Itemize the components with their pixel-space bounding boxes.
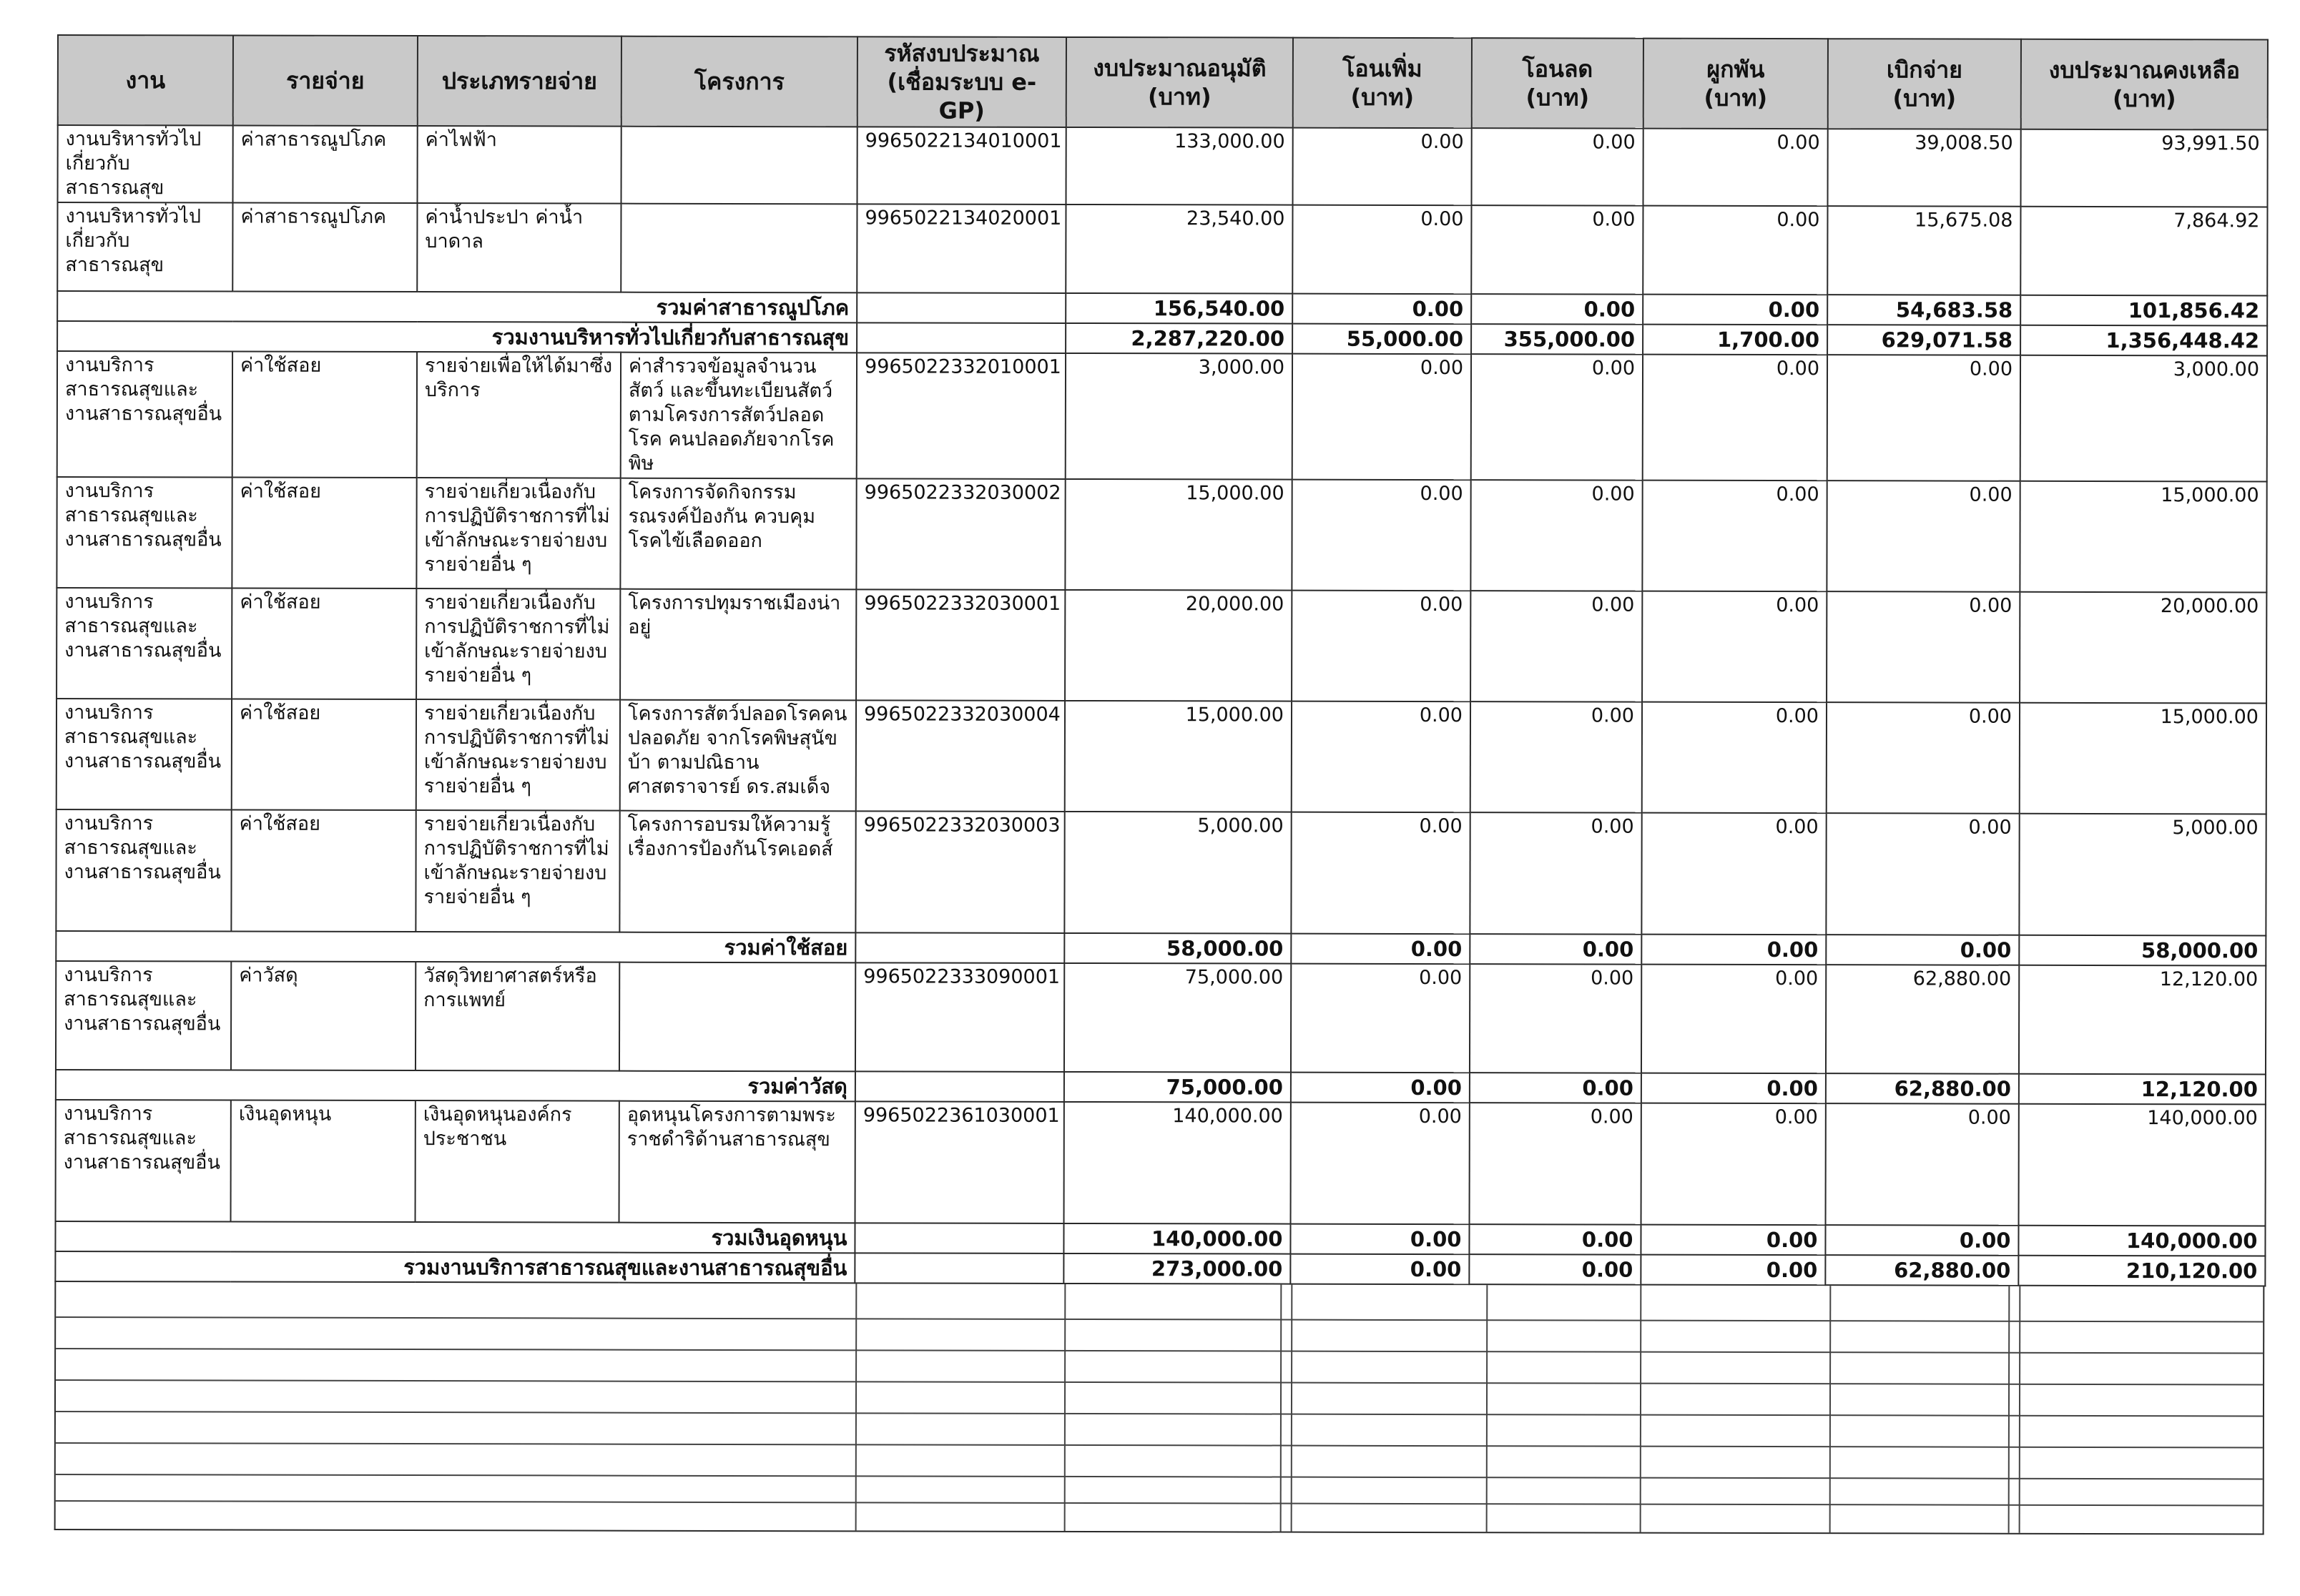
approved-cell: 15,000.00: [1065, 701, 1292, 812]
approved-cell: 156,540.00: [1066, 293, 1292, 324]
budget-code-cell: 9965022134020001: [857, 204, 1066, 293]
budget-code-cell: 9965022332030001: [856, 589, 1065, 701]
committed-cell: 0.00: [1643, 129, 1828, 207]
remaining-cell: 5,000.00: [2019, 814, 2266, 936]
col-header-transfer-out: [1472, 38, 1643, 129]
ruled-line: [56, 1316, 2263, 1322]
expense-type-cell: รายจ่ายเกี่ยวเนื่องกับการปฏิบัติราชการที่ไม่เข้าลักษณะรายจ่ายงบรายจ่ายอื่น ๆ: [416, 588, 620, 700]
transfer-out-cell: 0.00: [1470, 480, 1642, 591]
transfer-in-cell: 0.00: [1292, 701, 1470, 813]
disbursed-cell: 54,683.58: [1827, 295, 2020, 325]
transfer-in-cell: 0.00: [1290, 1254, 1469, 1285]
col-header-work: งาน: [58, 35, 233, 126]
table-row: [58, 125, 2268, 207]
budget-code-cell: [855, 1071, 1064, 1102]
budget-code-cell: 9965022134010001: [857, 127, 1066, 205]
col-header-approved-line1: งบประมาณอนุมัติ: [1093, 54, 1267, 82]
col-header-budget-code-line1: รหัสงบประมาณ: [884, 39, 1040, 67]
table-row: [56, 961, 2266, 1074]
transfer-in-cell: 55,000.00: [1292, 324, 1471, 355]
work-cell: งานบริหารทั่วไปเกี่ยวกับสาธารณสุข: [58, 125, 233, 203]
subtotal-label: รวมค่าสาธารณูปโภค: [57, 291, 857, 322]
col-header-disbursed-line2: (บาท): [1892, 84, 1957, 112]
expense-cell: ค่าสาธารณูปโภค: [232, 203, 417, 292]
transfer-out-cell: 0.00: [1471, 205, 1643, 295]
ruled-line: [56, 1474, 2263, 1479]
transfer-in-cell: 0.00: [1292, 294, 1471, 325]
subtotal-row: [55, 1221, 2265, 1256]
col-header-committed-line2: (บาท): [1704, 84, 1768, 112]
table-row: [56, 477, 2266, 592]
remaining-cell: 3,000.00: [2020, 355, 2267, 482]
subtotal-row: [57, 291, 2267, 325]
subtotal-row: [56, 931, 2266, 965]
ruled-column: [1486, 1285, 1488, 1532]
remaining-cell: 140,000.00: [2019, 1104, 2266, 1226]
committed-cell: 1,700.00: [1643, 325, 1827, 355]
transfer-in-cell: 0.00: [1292, 480, 1470, 591]
remaining-cell: 1,356,448.42: [2020, 325, 2267, 356]
project-cell: ค่าสำรวจข้อมูลจำนวนสัตว์ และขึ้นทะเบียนสัตว์ ตามโครงการสัตว์ปลอดโรค คนปลอดภัยจากโรคพิษ: [621, 353, 857, 479]
transfer-out-cell: 0.00: [1469, 1224, 1641, 1255]
committed-cell: 0.00: [1642, 702, 1827, 814]
col-header-expense: รายจ่าย: [233, 36, 418, 127]
col-header-transfer-in-line2: (บาท): [1350, 83, 1415, 111]
remaining-cell: 15,000.00: [2020, 703, 2266, 814]
col-header-remaining-line1: งบประมาณคงเหลือ: [2048, 56, 2241, 84]
transfer-in-cell: 0.00: [1291, 1073, 1470, 1103]
col-header-committed: [1643, 39, 1828, 129]
expense-type-cell: เงินอุดหนุนองค์กรประชาชน: [416, 1100, 619, 1223]
transfer-out-cell: 0.00: [1470, 934, 1641, 965]
budget-code-cell: 9965022332030002: [856, 478, 1065, 590]
transfer-out-cell: 0.00: [1470, 1103, 1641, 1225]
committed-cell: 0.00: [1642, 591, 1827, 703]
ruled-column: [1640, 1286, 1642, 1532]
col-header-committed-line1: ผูกพัน: [1706, 55, 1765, 84]
table-row: [57, 351, 2267, 481]
expense-cell: ค่าใช้สอย: [232, 588, 416, 700]
remaining-cell: 20,000.00: [2020, 592, 2266, 704]
transfer-in-cell: 0.00: [1293, 128, 1472, 206]
budget-code-cell: [855, 1253, 1063, 1284]
col-header-transfer-out-line1: โอนลด: [1522, 55, 1593, 83]
project-cell: [621, 204, 857, 293]
subtotal-row: [55, 1251, 2265, 1286]
col-header-transfer-in-line1: โอนเพิ่ม: [1342, 54, 1422, 82]
table-row: [56, 809, 2266, 935]
approved-cell: 273,000.00: [1063, 1253, 1290, 1284]
expense-type-cell: ค่าไฟฟ้า: [418, 126, 621, 204]
approved-cell: 140,000.00: [1063, 1223, 1290, 1254]
disbursed-cell: 629,071.58: [1827, 325, 2020, 355]
ruled-line: [56, 1442, 2263, 1448]
remaining-cell: 93,991.50: [2021, 129, 2268, 207]
transfer-out-cell: 0.00: [1470, 964, 1641, 1073]
budget-sheet: [54, 34, 2267, 1551]
remaining-cell: 12,120.00: [2019, 1074, 2266, 1105]
disbursed-cell: 62,880.00: [1826, 965, 2019, 1074]
disbursed-cell: 0.00: [1827, 591, 2020, 703]
committed-cell: 0.00: [1642, 481, 1827, 592]
table-row: [56, 699, 2266, 814]
table-row: [56, 588, 2266, 703]
work-cell: งานบริการสาธารณสุขและงานสาธารณสุขอื่น: [56, 1100, 231, 1222]
transfer-in-cell: 0.00: [1292, 591, 1470, 702]
budget-code-cell: 9965022332010001: [857, 353, 1066, 479]
committed-cell: 0.00: [1643, 206, 1827, 295]
transfer-in-cell: 0.00: [1291, 812, 1470, 935]
project-cell: โครงการจัดกิจกรรมรณรงค์ป้องกัน ควบคุมโรคไข้เลือดออก: [620, 478, 856, 590]
ruled-column: [1064, 1284, 1066, 1531]
work-cell: งานบริการสาธารณสุขและงานสาธารณสุขอื่น: [57, 351, 232, 478]
budget-code-cell: [855, 932, 1064, 963]
remaining-cell: 7,864.92: [2020, 207, 2267, 296]
committed-cell: 0.00: [1641, 935, 1826, 965]
work-cell: งานบริการสาธารณสุขและงานสาธารณสุขอื่น: [56, 477, 232, 588]
approved-cell: 133,000.00: [1066, 127, 1293, 205]
remaining-cell: 101,856.42: [2020, 295, 2267, 326]
expense-cell: ค่าใช้สอย: [232, 699, 416, 811]
disbursed-cell: 0.00: [1825, 1225, 2018, 1256]
expense-type-cell: ค่าน้ำประปา ค่าน้ำบาดาล: [417, 203, 621, 292]
col-header-transfer-out-line2: (บาท): [1525, 84, 1590, 112]
approved-cell: 15,000.00: [1065, 479, 1292, 591]
expense-cell: ค่าใช้สอย: [232, 352, 417, 478]
disbursed-cell: 62,880.00: [1825, 1255, 2018, 1286]
project-cell: โครงการปทุมราชเมืองน่าอยู่: [620, 589, 856, 701]
remaining-cell: 58,000.00: [2019, 935, 2266, 966]
subtotal-row: [57, 321, 2267, 355]
approved-cell: 23,540.00: [1066, 205, 1292, 294]
disbursed-cell: 0.00: [1826, 813, 2019, 935]
project-cell: โครงการสัตว์ปลอดโรคคนปลอดภัย จากโรคพิษสุนัขบ้า ตามปณิธานศาสตราจารย์ ดร.สมเด็จ: [620, 700, 856, 812]
budget-code-cell: 9965022332030004: [856, 700, 1065, 812]
committed-cell: 0.00: [1643, 355, 1827, 481]
expense-cell: ค่าวัสดุ: [231, 962, 416, 1071]
remaining-cell: 140,000.00: [2018, 1226, 2265, 1256]
ruled-line: [56, 1411, 2263, 1417]
expense-type-cell: วัสดุวิทยาศาสตร์หรือการแพทย์: [416, 962, 619, 1071]
committed-cell: 0.00: [1641, 1255, 1825, 1286]
transfer-out-cell: 355,000.00: [1471, 324, 1643, 355]
col-header-remaining-line2: (บาท): [2112, 85, 2176, 113]
col-header-approved: [1066, 37, 1293, 128]
approved-cell: 75,000.00: [1064, 963, 1291, 1073]
transfer-out-cell: 0.00: [1470, 591, 1642, 702]
disbursed-cell: 0.00: [1827, 702, 2020, 814]
transfer-in-cell: 0.00: [1291, 1103, 1470, 1225]
expense-cell: ค่าใช้สอย: [231, 810, 416, 932]
approved-cell: 2,287,220.00: [1066, 323, 1292, 354]
approved-cell: 20,000.00: [1065, 590, 1292, 701]
transfer-out-cell: 0.00: [1470, 812, 1641, 935]
col-header-budget-code: [857, 36, 1066, 127]
expense-type-cell: รายจ่ายเพื่อให้ได้มาซึ่งบริการ: [417, 352, 621, 478]
project-cell: [619, 962, 855, 1072]
expense-type-cell: รายจ่ายเกี่ยวเนื่องกับการปฏิบัติราชการที่ไม่เข้าลักษณะรายจ่ายงบรายจ่ายอื่น ๆ: [416, 478, 620, 589]
committed-cell: 0.00: [1641, 1073, 1826, 1104]
budget-table-body: [55, 125, 2267, 1286]
transfer-out-cell: 0.00: [1470, 1073, 1641, 1103]
work-cell: งานบริการสาธารณสุขและงานสาธารณสุขอื่น: [56, 961, 231, 1070]
work-cell: งานบริการสาธารณสุขและงานสาธารณสุขอื่น: [56, 699, 232, 810]
committed-cell: 0.00: [1643, 295, 1827, 325]
committed-cell: 0.00: [1641, 965, 1826, 1074]
subtotal-label: รวมงานบริการสาธารณสุขและงานสาธารณสุขอื่น: [55, 1251, 855, 1283]
subtotal-label: รวมค่าวัสดุ: [56, 1070, 855, 1101]
transfer-out-cell: 0.00: [1469, 1254, 1641, 1285]
expense-type-cell: รายจ่ายเกี่ยวเนื่องกับการปฏิบัติราชการที่ไม่เข้าลักษณะรายจ่ายงบรายจ่ายอื่น ๆ: [416, 699, 620, 811]
col-header-transfer-in: [1293, 38, 1472, 129]
table-row: [57, 202, 2267, 295]
remaining-cell: 12,120.00: [2019, 965, 2266, 1075]
expense-type-cell: รายจ่ายเกี่ยวเนื่องกับการปฏิบัติราชการที่ไม่เข้าลักษณะรายจ่ายงบรายจ่ายอื่น ๆ: [416, 810, 619, 932]
header-row: [58, 35, 2268, 129]
subtotal-label: รวมเงินอุดหนุน: [55, 1221, 855, 1253]
transfer-in-cell: 0.00: [1292, 205, 1471, 295]
col-header-disbursed-line1: เบิกจ่าย: [1886, 56, 1962, 84]
expense-cell: เงินอุดหนุน: [231, 1100, 416, 1223]
project-cell: อุดหนุนโครงการตามพระราชดำริด้านสาธารณสุข: [619, 1101, 855, 1223]
transfer-in-cell: 0.00: [1291, 964, 1470, 1073]
ruled-column: [855, 1284, 857, 1530]
col-header-remaining: [2021, 39, 2268, 130]
disbursed-cell: 15,675.08: [1827, 206, 2020, 295]
transfer-in-cell: 0.00: [1291, 934, 1470, 965]
col-header-project: โครงการ: [621, 36, 857, 127]
budget-code-cell: [857, 322, 1066, 353]
transfer-out-cell: 0.00: [1471, 294, 1643, 325]
col-header-approved-line2: (บาท): [1147, 83, 1212, 111]
expense-cell: ค่าสาธารณูปโภค: [233, 126, 418, 204]
transfer-out-cell: 0.00: [1472, 128, 1643, 206]
col-header-expense-type: ประเภทรายจ่าย: [418, 36, 621, 127]
ruled-column: [1291, 1285, 1293, 1532]
work-cell: งานบริการสาธารณสุขและงานสาธารณสุขอื่น: [56, 809, 231, 932]
subtotal-label: รวมค่าใช้สอย: [56, 931, 855, 962]
subtotal-label: รวมงานบริหารทั่วไปเกี่ยวกับสาธารณสุข: [57, 321, 857, 353]
col-header-disbursed: [1828, 39, 2021, 129]
budget-code-cell: 9965022333090001: [855, 962, 1064, 1072]
expense-cell: ค่าใช้สอย: [232, 478, 416, 589]
ruled-column: [1280, 1285, 1282, 1532]
disbursed-cell: 62,880.00: [1826, 1073, 2019, 1104]
disbursed-cell: 0.00: [1826, 935, 2019, 965]
project-cell: โครงการอบรมให้ความรู้เรื่องการป้องกันโรคเอดส์: [619, 811, 855, 933]
disbursed-cell: 0.00: [1827, 481, 2020, 592]
transfer-in-cell: 0.00: [1290, 1224, 1469, 1255]
remaining-cell: 15,000.00: [2020, 481, 2266, 593]
transfer-out-cell: 0.00: [1471, 354, 1643, 481]
ruled-column: [2008, 1286, 2010, 1533]
budget-code-cell: 9965022361030001: [855, 1101, 1064, 1223]
disbursed-cell: 0.00: [1826, 1103, 2019, 1226]
transfer-in-cell: 0.00: [1292, 354, 1471, 481]
budget-code-cell: [855, 1223, 1063, 1253]
committed-cell: 0.00: [1641, 1225, 1825, 1256]
ruled-column: [1829, 1286, 1832, 1532]
disbursed-cell: 39,008.50: [1828, 129, 2021, 207]
budget-code-cell: 9965022332030003: [855, 811, 1064, 933]
approved-cell: 3,000.00: [1066, 353, 1292, 480]
budget-code-cell: [857, 292, 1066, 323]
committed-cell: 0.00: [1641, 1103, 1826, 1226]
work-cell: งานบริการสาธารณสุขและงานสาธารณสุขอื่น: [56, 588, 232, 699]
ruled-line: [56, 1500, 2263, 1506]
committed-cell: 0.00: [1641, 813, 1826, 935]
disbursed-cell: 0.00: [1827, 355, 2020, 481]
approved-cell: 140,000.00: [1064, 1102, 1291, 1224]
approved-cell: 58,000.00: [1064, 933, 1291, 964]
transfer-out-cell: 0.00: [1470, 701, 1642, 813]
approved-cell: 75,000.00: [1064, 1072, 1291, 1103]
remaining-cell: 210,120.00: [2018, 1256, 2265, 1286]
ruled-line: [56, 1379, 2263, 1385]
ruled-column: [2019, 1286, 2021, 1533]
col-header-budget-code-line2: (เชื่อมระบบ e-GP): [887, 68, 1037, 124]
approved-cell: 5,000.00: [1064, 812, 1291, 934]
table-row: [56, 1100, 2266, 1226]
budget-table: [54, 34, 2269, 1286]
ruled-line: [56, 1348, 2263, 1354]
blank-ruled-area: [54, 1282, 2265, 1535]
work-cell: งานบริหารทั่วไปเกี่ยวกับสาธารณสุข: [57, 202, 232, 292]
subtotal-row: [56, 1070, 2266, 1104]
project-cell: [621, 127, 857, 205]
